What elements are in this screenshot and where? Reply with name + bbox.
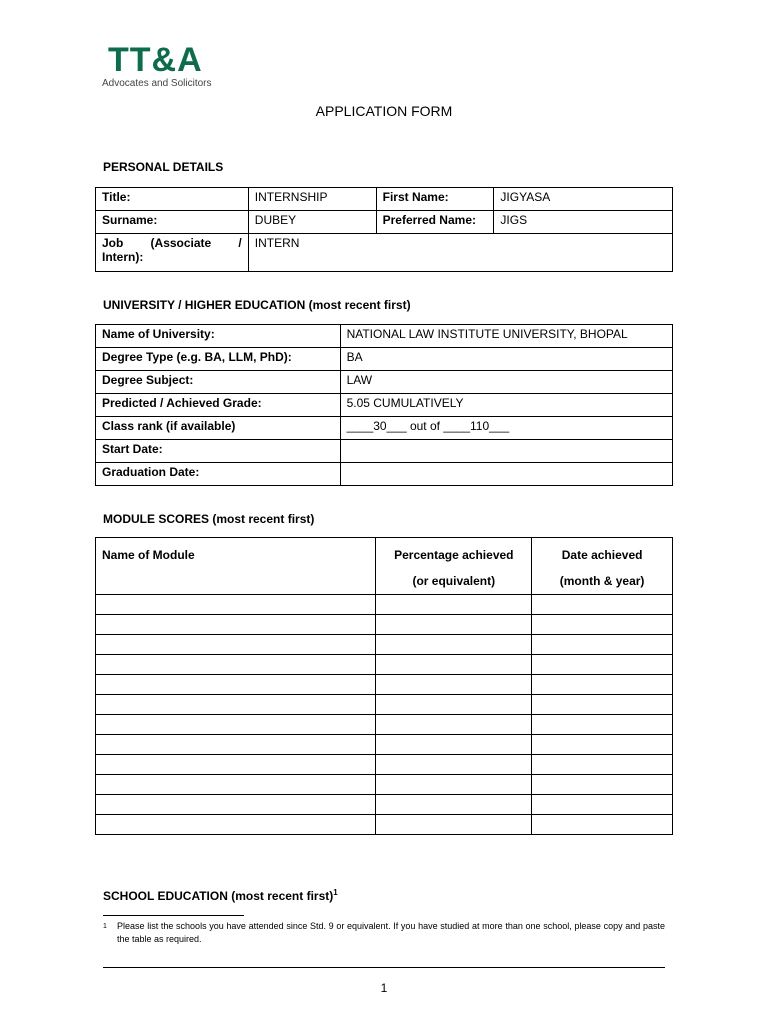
preferred-name-label: Preferred Name: — [376, 211, 494, 234]
page-footer-divider — [103, 967, 665, 968]
table-row — [96, 695, 673, 715]
table-row — [96, 775, 673, 795]
date-cell[interactable] — [532, 615, 673, 635]
title-field[interactable]: INTERNSHIP — [248, 188, 376, 211]
university-table — [95, 324, 673, 486]
logo-name: TT&A — [108, 41, 203, 79]
page-title: APPLICATION FORM — [315, 103, 453, 119]
module-name-cell[interactable] — [96, 795, 376, 815]
module-name-cell[interactable] — [96, 715, 376, 735]
university-field-value[interactable]: ____30___ out of ____110___ — [340, 417, 672, 440]
footnote-text: Please list the schools you have attended since Std. 9 or equivalent. If you have studied at more than one school, please copy and paste the table as required. — [117, 921, 665, 944]
first-name-field[interactable]: JIGYASA — [494, 188, 673, 211]
date-cell[interactable] — [532, 755, 673, 775]
percentage-header — [376, 538, 532, 595]
percentage-cell[interactable] — [376, 735, 532, 755]
university-field-value[interactable]: NATIONAL LAW INSTITUTE UNIVERSITY, BHOPAL — [340, 325, 672, 348]
table-row — [96, 655, 673, 675]
module-name-cell[interactable] — [96, 815, 376, 835]
module-name-cell[interactable] — [96, 615, 376, 635]
date-cell[interactable] — [532, 795, 673, 815]
university-field-label: Graduation Date: — [96, 463, 341, 486]
date-header-line: (month & year) — [559, 574, 645, 588]
table-row — [96, 595, 673, 615]
table-row — [96, 211, 673, 234]
table-row — [96, 440, 673, 463]
page-number: 1 — [380, 981, 388, 995]
table-row — [96, 735, 673, 755]
job-label-part: Intern): — [102, 250, 144, 264]
table-row — [96, 795, 673, 815]
module-name-cell[interactable] — [96, 755, 376, 775]
date-cell[interactable] — [532, 675, 673, 695]
module-name-cell[interactable] — [96, 595, 376, 615]
table-row — [96, 675, 673, 695]
job-label-part: / — [238, 236, 242, 250]
table-row — [96, 755, 673, 775]
university-field-label: Start Date: — [96, 440, 341, 463]
module-name-cell[interactable] — [96, 675, 376, 695]
percentage-cell[interactable] — [376, 715, 532, 735]
personal-details-table — [95, 187, 673, 272]
first-name-label: First Name: — [376, 188, 494, 211]
percentage-cell[interactable] — [376, 795, 532, 815]
module-scores-table — [95, 537, 673, 835]
university-field-value[interactable] — [340, 463, 672, 486]
table-header-row — [96, 538, 673, 595]
university-field-label: Degree Type (e.g. BA, LLM, PhD): — [96, 348, 341, 371]
table-row — [96, 394, 673, 417]
percentage-cell[interactable] — [376, 595, 532, 615]
percentage-cell[interactable] — [376, 775, 532, 795]
university-field-value[interactable]: LAW — [340, 371, 672, 394]
table-row — [96, 371, 673, 394]
logo-tagline: Advocates and Solicitors — [102, 78, 212, 89]
table-row — [96, 234, 673, 272]
job-label-part: Job — [102, 236, 124, 250]
percentage-cell[interactable] — [376, 755, 532, 775]
university-field-label: Degree Subject: — [96, 371, 341, 394]
footnote-ref: 1 — [333, 888, 338, 897]
date-cell[interactable] — [532, 735, 673, 755]
university-heading: UNIVERSITY / HIGHER EDUCATION (most recent first) — [103, 298, 411, 312]
company-logo — [102, 41, 212, 89]
surname-field[interactable]: DUBEY — [248, 211, 376, 234]
table-row — [96, 463, 673, 486]
surname-label: Surname: — [96, 211, 249, 234]
module-name-cell[interactable] — [96, 695, 376, 715]
table-row — [96, 815, 673, 835]
date-cell[interactable] — [532, 635, 673, 655]
university-field-label: Predicted / Achieved Grade: — [96, 394, 341, 417]
university-field-value[interactable]: 5.05 CUMULATIVELY — [340, 394, 672, 417]
percentage-header-line: (or equivalent) — [412, 574, 496, 588]
percentage-cell[interactable] — [376, 815, 532, 835]
date-header — [532, 538, 673, 595]
job-field[interactable]: INTERN — [248, 234, 672, 272]
percentage-cell[interactable] — [376, 695, 532, 715]
title-label: Title: — [96, 188, 249, 211]
school-education-heading — [103, 888, 338, 903]
module-name-cell[interactable] — [96, 635, 376, 655]
percentage-cell[interactable] — [376, 655, 532, 675]
percentage-header-line: Percentage achieved — [394, 548, 514, 562]
job-label — [96, 234, 249, 272]
module-name-cell[interactable] — [96, 735, 376, 755]
table-row — [96, 615, 673, 635]
module-name-cell[interactable] — [96, 655, 376, 675]
table-row — [96, 188, 673, 211]
school-education-heading-text: SCHOOL EDUCATION (most recent first) — [103, 889, 334, 903]
percentage-cell[interactable] — [376, 675, 532, 695]
module-name-header: Name of Module — [96, 538, 376, 595]
date-cell[interactable] — [532, 655, 673, 675]
date-header-line: Date achieved — [561, 548, 643, 562]
table-row — [96, 635, 673, 655]
job-label-part: (Associate — [150, 236, 212, 250]
university-field-label: Class rank (if available) — [96, 417, 341, 440]
table-row — [96, 325, 673, 348]
university-field-value[interactable] — [340, 440, 672, 463]
date-cell[interactable] — [532, 715, 673, 735]
date-cell[interactable] — [532, 775, 673, 795]
percentage-cell[interactable] — [376, 615, 532, 635]
table-row — [96, 348, 673, 371]
footnote — [103, 920, 665, 946]
date-cell[interactable] — [532, 695, 673, 715]
university-field-label: Name of University: — [96, 325, 341, 348]
personal-details-heading: PERSONAL DETAILS — [103, 160, 224, 174]
footnote-mark: 1 — [103, 923, 107, 930]
table-row — [96, 417, 673, 440]
footnote-divider — [103, 915, 244, 916]
table-row — [96, 715, 673, 735]
date-cell[interactable] — [532, 595, 673, 615]
university-field-value[interactable]: BA — [340, 348, 672, 371]
percentage-cell[interactable] — [376, 635, 532, 655]
module-scores-heading: MODULE SCORES (most recent first) — [103, 512, 315, 526]
date-cell[interactable] — [532, 815, 673, 835]
preferred-name-field[interactable]: JIGS — [494, 211, 673, 234]
module-name-cell[interactable] — [96, 775, 376, 795]
